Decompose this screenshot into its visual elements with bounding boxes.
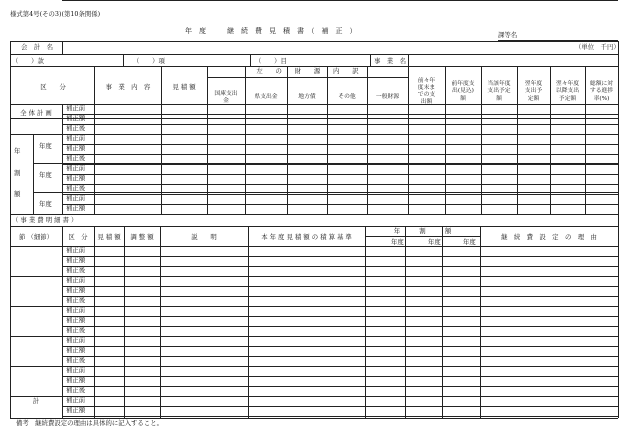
grid-line (62, 184, 618, 185)
grid-line (10, 336, 62, 337)
grid-line (33, 192, 618, 193)
zaigen-col-chihosai: 地方債 (298, 94, 316, 101)
right-col-zenzen: 前々年度末までの支出額 (417, 77, 436, 106)
grid-line (62, 416, 618, 417)
nenwari-char-2: 割 (14, 169, 21, 177)
right-col-yokunen: 翌年度支出予定額 (524, 81, 543, 102)
nendo-label-1: 年度 (39, 142, 52, 150)
right-col-yokuyoku: 翌々年度以降支出予定額 (555, 81, 580, 102)
grid-line (62, 276, 618, 277)
grid-line (62, 386, 618, 387)
meisai-label: （ 事 業 費 明 細 書 ） (12, 216, 78, 224)
grid-line (160, 226, 161, 418)
grid-line (405, 226, 406, 418)
row-label: 補正後 (66, 326, 86, 334)
moku-label: （ ）目 (255, 57, 287, 65)
grid-line (94, 226, 95, 418)
grid-line (10, 306, 62, 307)
nenwari-char-1: 年 (14, 147, 21, 155)
row-label: 補正額 (66, 256, 86, 264)
row-label: 補正額 (66, 204, 86, 212)
row-label: 補正額 (66, 376, 86, 384)
row-label: 補正後 (66, 386, 86, 394)
zaigen-col-sonota: その他 (338, 94, 356, 101)
row-label: 補正後 (66, 296, 86, 304)
row-label: 補正前 (66, 164, 86, 172)
grid-line (62, 306, 618, 307)
grid-line (62, 266, 618, 267)
grid-line (62, 366, 618, 367)
grid-line (248, 226, 249, 418)
grid-line (62, 164, 618, 165)
row-label: 補正額 (66, 316, 86, 324)
row-label: 補正前 (66, 336, 86, 344)
kou-label: （ ）項 (133, 57, 165, 65)
grid-line (10, 118, 618, 119)
grid-line (10, 41, 11, 418)
mitsumori-header: 見 積 額 (172, 83, 196, 91)
grid-line (365, 236, 480, 237)
row-label: 補正前 (66, 366, 86, 374)
zaigen-col-kokko: 国庫支出金 (214, 90, 238, 104)
row-label: 補正前 (66, 246, 86, 254)
row-label: 補正後 (66, 266, 86, 274)
grid-line (62, 0, 618, 1)
grid-line (62, 41, 63, 54)
unit-label: （単位 千円） (575, 43, 620, 51)
grid-line (10, 134, 618, 135)
grid-line (62, 104, 63, 214)
row-label: 補正額 (66, 346, 86, 354)
dept-label: 課等名 (498, 31, 518, 39)
grid-line (62, 336, 618, 337)
grid-line (62, 226, 63, 418)
row-label: 補正前 (66, 306, 86, 314)
grid-line (365, 226, 366, 418)
row-label: 補正後 (66, 184, 86, 192)
row-label: 補正額 (66, 286, 86, 294)
riyu-header: 継 続 費 設 定 の 理 由 (501, 233, 597, 241)
row-label: 補正後 (66, 154, 86, 162)
row-label: 補正前 (66, 194, 86, 202)
kijun-header: 本 年 度 見 積 額 の 積 算 基 準 (261, 233, 352, 241)
nendo-label-3: 年度 (39, 200, 52, 208)
zaigen-col-ippan: 一般財源 (375, 94, 400, 101)
right-col-shinchoku: 総額に対する進捗率(%) (589, 81, 614, 102)
grid-line (62, 144, 618, 145)
nendo-col-2: 年度 (428, 238, 441, 246)
row-label: 補正後 (66, 124, 86, 132)
row-label: 補正後 (66, 356, 86, 364)
document-title: 年 度 継 続 費 見 積 書 （ 補 正 ） (185, 27, 357, 35)
grid-line (10, 41, 618, 42)
grid-line (62, 256, 618, 257)
grid-line (62, 346, 618, 347)
jigyo-naiyo-header: 事 業 内 容 (105, 83, 151, 91)
accounting-label: 会 計 名 (21, 43, 53, 51)
grid-line (10, 366, 62, 367)
setsumei-header: 説 明 (191, 233, 217, 241)
grid-line (10, 54, 618, 55)
row-label: 補正前 (66, 134, 86, 142)
grid-line (370, 54, 371, 66)
grid-line (408, 54, 409, 66)
grid-line (618, 41, 619, 418)
kan-label: （ ）款 (12, 57, 44, 65)
row-label: 補正前 (66, 276, 86, 284)
grid-line (62, 316, 618, 317)
right-col-togai: 当該年度支出予定額 (487, 81, 511, 102)
grid-line (62, 154, 618, 155)
grid-line (33, 134, 34, 214)
grid-line (62, 296, 618, 297)
grid-line (10, 226, 618, 227)
grid-line (62, 124, 618, 125)
grid-line (62, 356, 618, 357)
grid-line (250, 54, 251, 66)
chosei-header: 調 整 額 (130, 233, 154, 241)
grid-line (33, 163, 618, 164)
kubun2-header: 区 分 (68, 233, 88, 241)
grid-line (62, 326, 618, 327)
nendo-label-2: 年度 (39, 171, 52, 179)
grid-line (62, 194, 618, 195)
grid-line (62, 396, 618, 397)
jigyo-mei-label: 事 業 名 (374, 57, 406, 65)
grid-line (123, 54, 124, 66)
grid-line (62, 204, 618, 205)
row-label: 補正額 (66, 406, 86, 414)
kei-label: 計 (32, 397, 40, 405)
zentai-keikaku-label: 全 体 計 画 (20, 109, 52, 117)
nenwari2-header: 年 割 額 (393, 227, 452, 235)
grid-line (62, 406, 618, 407)
row-label: 補正前 (66, 396, 86, 404)
grid-line (480, 226, 481, 418)
form-code: 様式第4号(その3)(第10条関係) (10, 10, 101, 18)
grid-line (62, 376, 618, 377)
kubun-header: 区 分 (40, 83, 66, 91)
row-label: 補正額 (66, 114, 86, 122)
mitsumori2-header: 見 積 額 (97, 233, 121, 241)
note-text: 備考 継続費設定の理由は具体的に記入すること。 (16, 419, 163, 427)
grid-line (10, 246, 618, 247)
right-col-zennen: 前年度支出(見込)額 (451, 81, 475, 102)
grid-line (10, 276, 62, 277)
zaigen-col-ken: 県支出金 (254, 94, 278, 101)
nendo-col-1: 年度 (391, 238, 404, 246)
row-label: 補正額 (66, 174, 86, 182)
row-label: 補正前 (66, 104, 86, 112)
grid-line (62, 286, 618, 287)
grid-line (124, 226, 125, 418)
grid-line (10, 214, 618, 215)
nenwari-char-3: 額 (14, 190, 21, 198)
zaigen-header: 左 の 財 源 内 訳 (256, 67, 359, 75)
grid-line (442, 226, 443, 418)
grid-line (62, 174, 618, 175)
setsu-header: 節 （細節） (19, 233, 53, 241)
nendo-col-3: 年度 (463, 238, 476, 246)
row-label: 補正額 (66, 144, 86, 152)
